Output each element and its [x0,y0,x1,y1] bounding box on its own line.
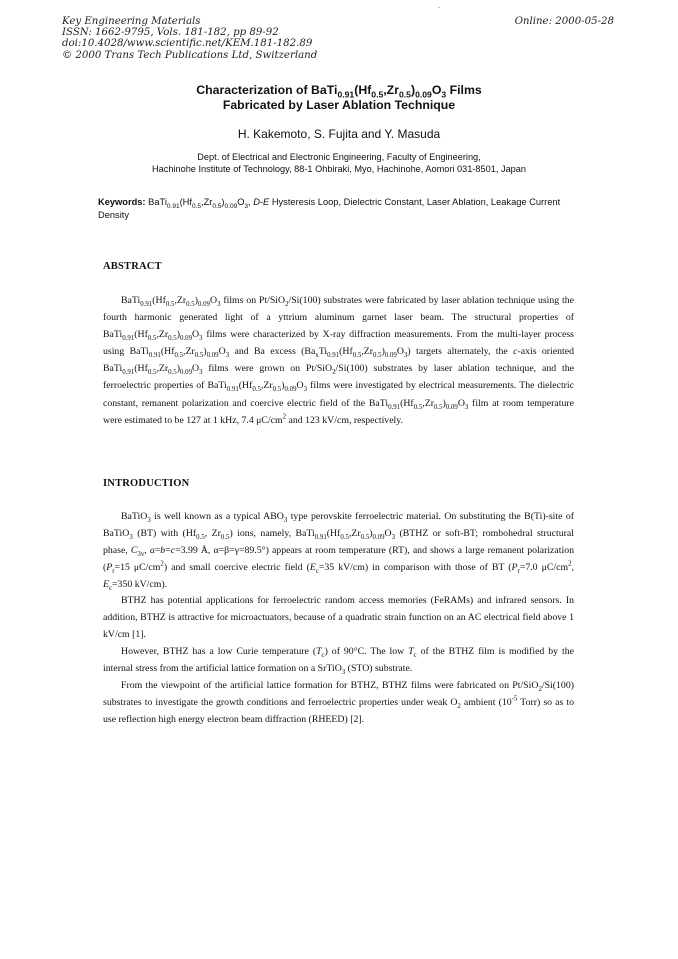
affiliation: Dept. of Electrical and Electronic Engineering, Faculty of Engineering, Hachinohe Institute of Technology, 88-1 Ohbiraki, Myo, Hachinohe, Aomori 031-8501, Japan [151,152,527,174]
title-line-2: Fabricated by Laser Ablation Technique [222,97,456,112]
intro-paragraph-3: However, BTHZ has a low Curie temperature $(T_c)$ of 90°C. The low $T_c$ of the BTHZ film is modified by the internal stress from the artificial lattice formation on a SrTiO$_3$ (STO) substrate. [103,646,574,677]
keywords: Keywords: $BaTi_{0.91}(Hf_{0.5},Zr_{0.5})_{0.09}O_3$, D-E Hysteresis Loop, Dielectric Constant, Laser Ablation, Leakage Current Density [98,197,561,220]
intro-paragraph-4: From the viewpoint of the artificial lattice formation for BTHZ, BTHZ films were fabricated on Pt/SiO$_2$/Si(100) substrates to investigate the growth conditions and ferroelectric properties under weak $O_2$ ambient ($10^{-5}$ Torr) so as to use reflection high energy electron beam diffraction (RHEED) [2]. [103,680,574,726]
paper-title [0,83,678,112]
copyright-line: © 2000 Trans Tech Publications Ltd, Switzerland [62,49,318,61]
journal-header [62,16,317,61]
introduction-heading: INTRODUCTION [103,478,190,489]
issn-line: ISSN: 1662-9795, Vols. 181-182, pp 89-92 [62,27,279,39]
title-line-1: Characterization of $BaTi_{0.91}(Hf_{0.5},Zr_{0.5})_{0.09}O_3$ Films [196,83,482,100]
journal-name: Key Engineering Materials [62,16,201,27]
author-list: H. Kakemoto, S. Fujita and Y. Masuda [237,127,441,141]
abstract-heading: ABSTRACT [103,261,162,272]
scan-mark [438,7,440,8]
intro-paragraph-2: BTHZ has potential applications for ferroelectric random access memories (FeRAMs) and infrared sensors. In addition, BTHZ is attractive for microactuators, because of a quadratic strain function on an AC electrical field above 1 kV/cm [1]. [103,595,574,641]
keywords-label: Keywords: [98,197,146,207]
online-date: Online: 2000-05-28 [514,16,614,27]
abstract-paragraph: $BaTi_{0.91}(Hf_{0.5},Zr_{0.5})_{0.09}O_3$ films on Pt/SiO$_2$/Si(100) substrates were fabricated by laser ablation technique using the fourth harmonic generated light of a yttrium aluminum garnet laser beam. The structural properties of $BaTi_{0.91}(Hf_{0.5},Zr_{0.5})_{0.09}O_3$ films were characterized by X-ray diffraction measurements. From the multi-layer process using $BaTi_{0.91}(Hf_{0.5},Zr_{0.5})_{0.09}O_3$ and Ba excess $(Ba_xTi_{0.91}(Hf_{0.5},Zr_{0.5})_{0.09}O_3)$ targets alternately, the c-axis oriented $BaTi_{0.91}(Hf_{0.5},Zr_{0.5})_{0.09}O_3$ films were grown on Pt/SiO$_2$/Si(100) substrates by laser ablation technique, and the ferroelectric properties of $BaTi_{0.91}(Hf_{0.5},Zr_{0.5})_{0.09}O_3$ films were investigated by electrical measurements. The dielectric constant, remanent polarization and coercive electric field of the $BaTi_{0.91}(Hf_{0.5},Zr_{0.5})_{0.09}O_3$ film at room temperature were estimated to be 127 at 1 kHz, 7.4 $\mu C/cm^2$ and 123 kV/cm, respectively. [103,295,575,426]
doi-link[interactable]: doi:10.4028/www.scientific.net/KEM.181-182.89 [62,38,313,50]
intro-paragraph-1: BaTiO$_3$ is well known as a typical $ABO_3$ type perovskite ferroelectric material. On substituting the B(Ti)-site of BaTiO$_3$ (BT) with ($Hf_{0.5}$, $Zr_{0.5}$) ions, namely, $BaTi_{0.91}(Hf_{0.5},Zr_{0.5})_{0.09}O_3$ (BTHZ or soft-BT; rombohedral structural phase, $C_{3v}$, a=b=c=3.99 Å, α=β=γ=89.5°) appears at room temperature (RT), and shows a large remanent polarization ($P_r=15$ $\mu C/cm^2$) and small coercive electric field ($E_c=35$ kV/cm) in comparison with those of BT ($P_r=7.0$ $\mu C/cm^2$, $E_c=350$ kV/cm). [103,511,574,593]
